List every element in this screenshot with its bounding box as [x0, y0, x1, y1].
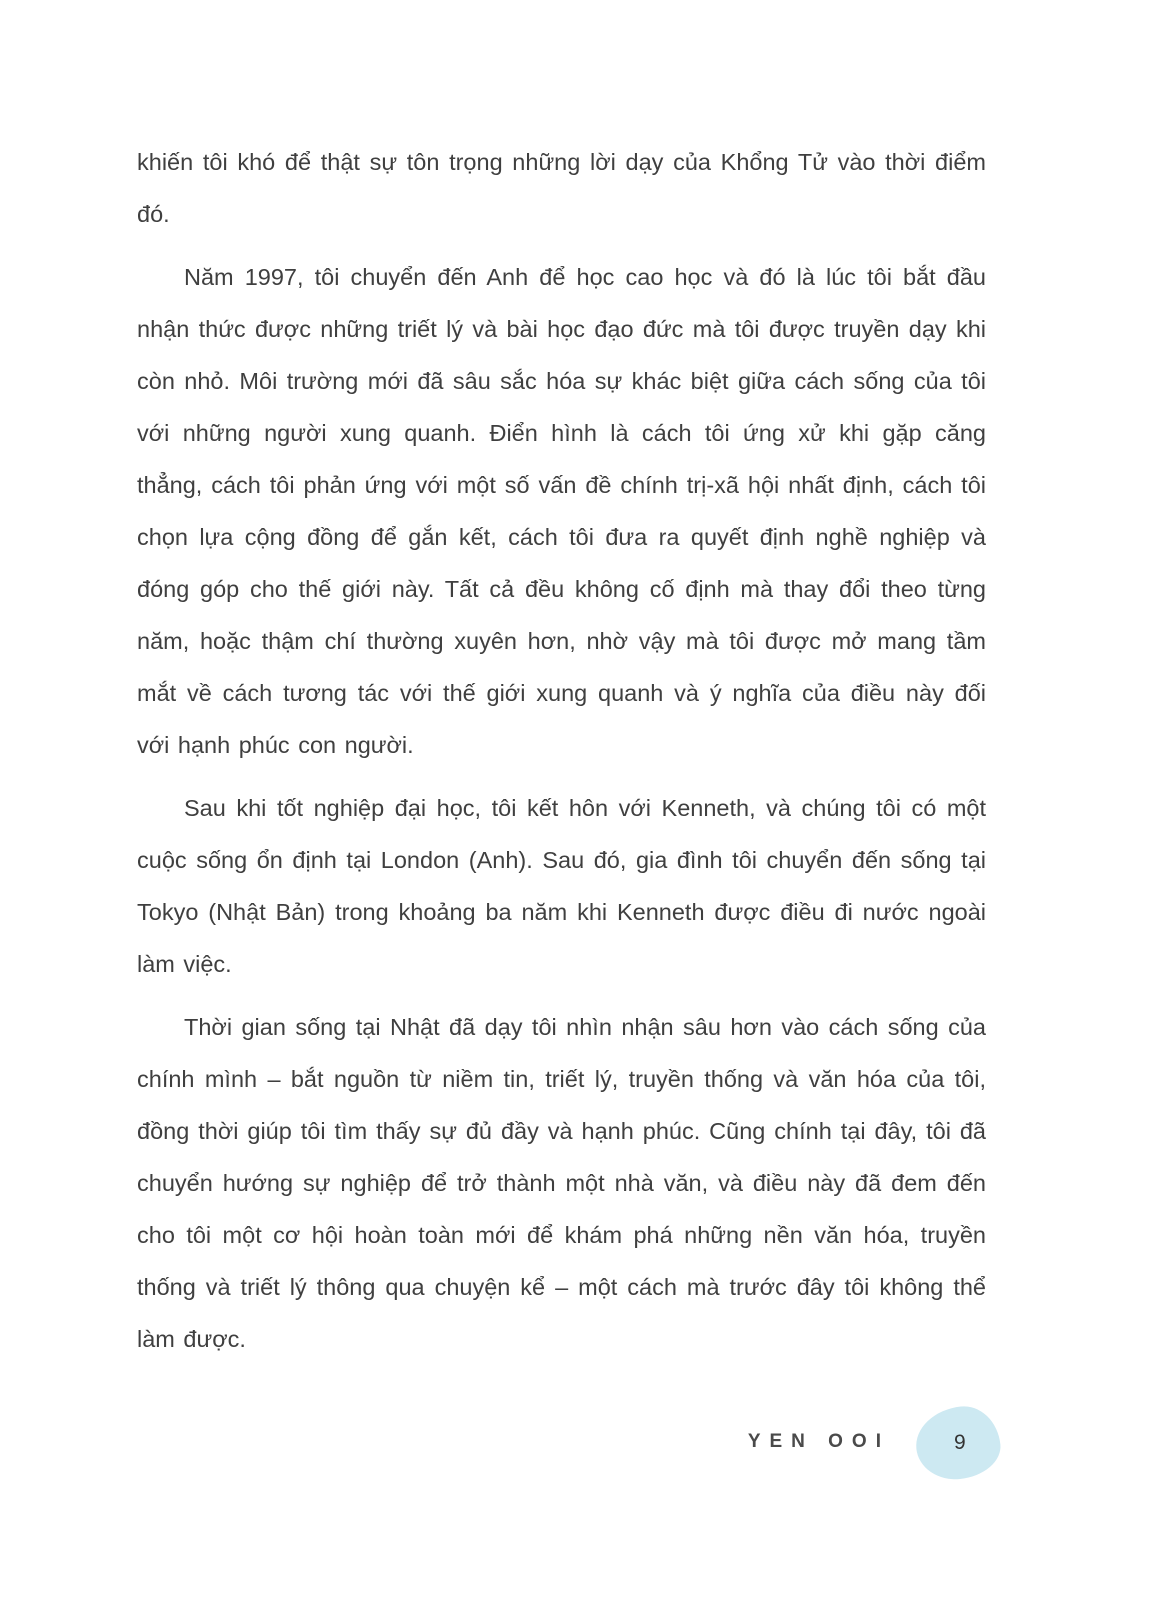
page-number: 9 — [954, 1431, 966, 1454]
body-text — [137, 136, 986, 1376]
paragraph: Năm 1997, tôi chuyển đến Anh để học cao học và đó là lúc tôi bắt đầu nhận thức được những triết lý và bài học đạo đức mà tôi được truyền dạy khi còn nhỏ. Môi trường mới đã sâu sắc hóa sự khác biệt giữa cách sống của tôi với những người xung quanh. Điển hình là cách tôi ứng xử khi gặp căng thẳng, cách tôi phản ứng với một số vấn đề chính trị-xã hội nhất định, cách tôi chọn lựa cộng đồng để gắn kết, cách tôi đưa ra quyết định nghề nghiệp và đóng góp cho thế giới này. Tất cả đều không cố định mà thay đổi theo từng năm, hoặc thậm chí thường xuyên hơn, nhờ vậy mà tôi được mở mang tầm mắt về cách tương tác với thế giới xung quanh và ý nghĩa của điều này đối với hạnh phúc con người. — [137, 264, 986, 758]
paragraph: khiến tôi khó để thật sự tôn trọng những lời dạy của Khổng Tử vào thời điểm đó. — [137, 149, 986, 227]
paragraph: Sau khi tốt nghiệp đại học, tôi kết hôn với Kenneth, và chúng tôi có một cuộc sống ổn định tại London (Anh). Sau đó, gia đình tôi chuyển đến sống tại Tokyo (Nhật Bản) trong khoảng ba năm khi Kenneth được điều đi nước ngoài làm việc. — [137, 795, 986, 977]
author-name: YEN OOI — [747, 1431, 890, 1452]
paragraph: Thời gian sống tại Nhật đã dạy tôi nhìn nhận sâu hơn vào cách sống của chính mình – bắt nguồn từ niềm tin, triết lý, truyền thống và văn hóa của tôi, đồng thời giúp tôi tìm thấy sự đủ đầy và hạnh phúc. Cũng chính tại đây, tôi đã chuyển hướng sự nghiệp để trở thành một nhà văn, và điều này đã đem đến cho tôi một cơ hội hoàn toàn mới để khám phá những nền văn hóa, truyền thống và triết lý thông qua chuyện kể – một cách mà trước đây tôi không thể làm được. — [137, 1014, 986, 1352]
page-footer — [0, 1398, 1000, 1488]
page-number-blob — [912, 1403, 1003, 1483]
